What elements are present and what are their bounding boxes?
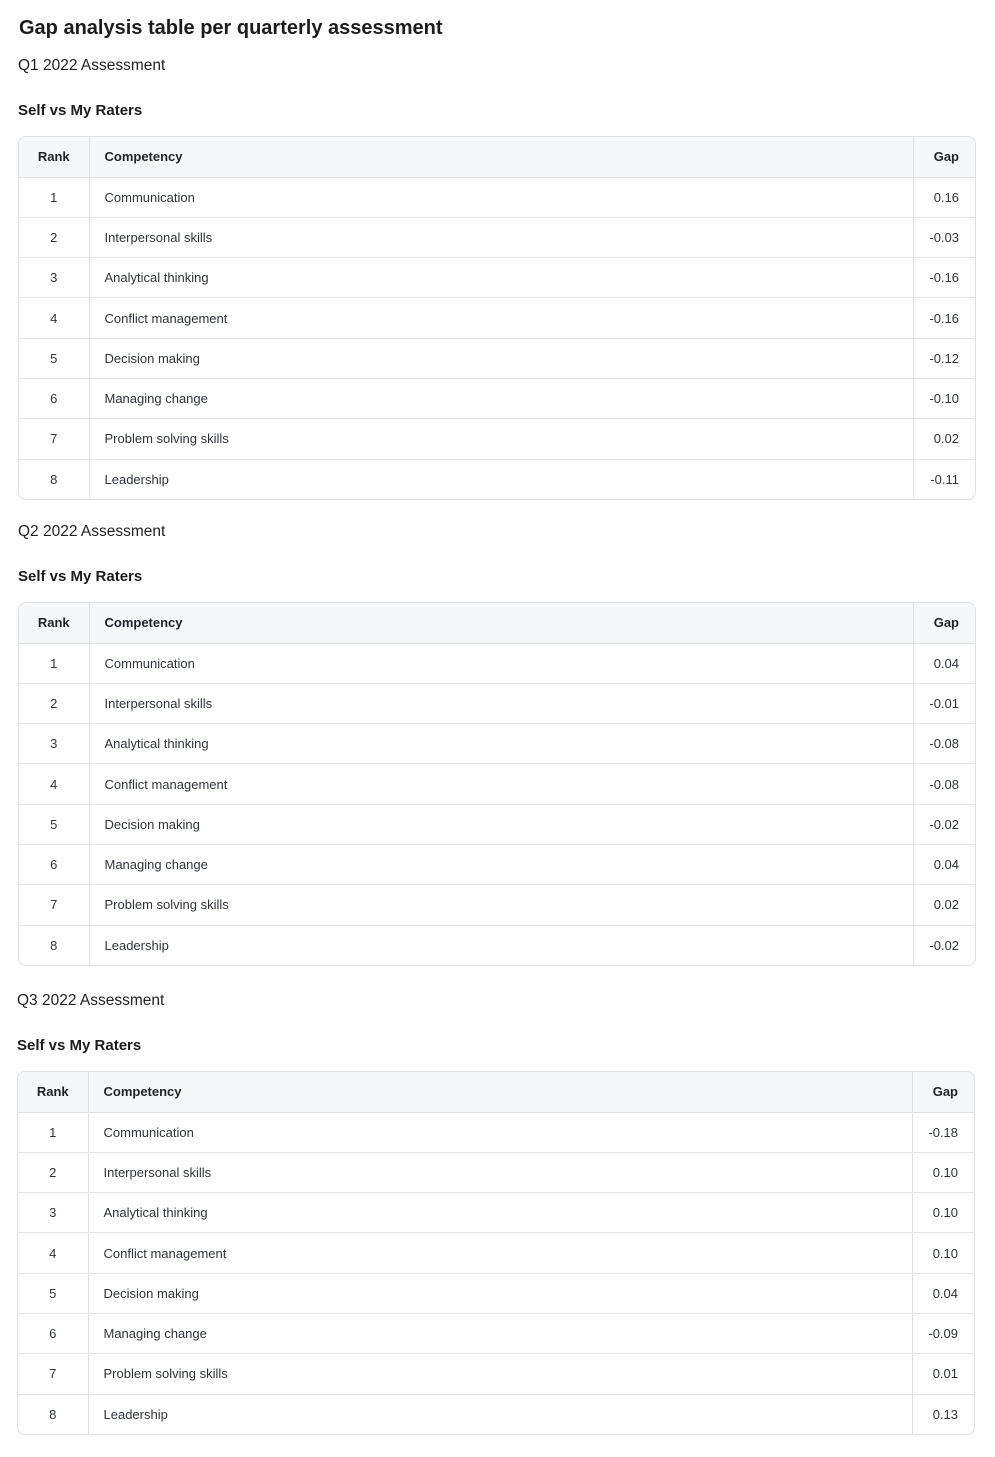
rank-cell: 6 [19, 844, 89, 884]
competency-cell: Leadership [104, 471, 169, 487]
competency-cell: Conflict management [89, 764, 913, 804]
gap-value-cell: -0.08 [913, 724, 975, 764]
gap-table [19, 137, 975, 499]
gap-value-cell: -0.11 [913, 459, 975, 499]
table-header-row [19, 603, 975, 643]
gap-value-cell: 0.10 [912, 1193, 974, 1233]
gap-value-cell: -0.16 [913, 298, 975, 338]
competency-cell: Interpersonal skills [89, 217, 913, 257]
rank-cell: 7 [19, 885, 89, 925]
competency-cell: Communication [89, 177, 913, 217]
gap-table-container [17, 1071, 975, 1435]
competency-cell: Decision making [89, 338, 913, 378]
gap-column-header: Gap [912, 1072, 974, 1112]
assessment-title: Q1 2022 Assessment [18, 57, 166, 74]
competency-cell: Communication [88, 1112, 912, 1152]
assessment-title: Q2 2022 Assessment [18, 523, 166, 540]
gap-column-header: Gap [913, 137, 975, 177]
table-row [19, 643, 975, 683]
comparison-subtitle: Self vs My Raters [18, 102, 143, 119]
rank-cell: 5 [19, 804, 89, 844]
rank-column-header: Rank [19, 603, 89, 643]
competency-cell: Decision making [89, 804, 913, 844]
gap-table [18, 1072, 974, 1434]
gap-table-container [18, 602, 976, 966]
rank-cell: 1 [19, 177, 89, 217]
rank-cell: 1 [19, 643, 89, 683]
gap-value-cell: -0.16 [913, 258, 975, 298]
gap-value-cell: -0.09 [912, 1313, 974, 1353]
gap-column-header: Gap [913, 603, 975, 643]
gap-value-cell: -0.08 [913, 764, 975, 804]
rank-cell: 5 [19, 338, 89, 378]
rank-cell: 4 [18, 1233, 88, 1273]
table-row [18, 1394, 974, 1434]
table-row [19, 683, 975, 723]
table-header-row [18, 1072, 974, 1112]
competency-cell: Conflict management [88, 1233, 912, 1273]
table-row [19, 338, 975, 378]
table-row [18, 1313, 974, 1353]
rank-cell: 3 [19, 724, 89, 764]
rank-cell: 6 [18, 1313, 88, 1353]
comparison-subtitle: Self vs My Raters [18, 568, 143, 585]
table-row [19, 844, 975, 884]
rank-cell: 8 [19, 925, 89, 965]
gap-value-cell: 0.02 [913, 419, 975, 459]
rank-column-header: Rank [18, 1072, 88, 1112]
table-row [18, 1152, 974, 1192]
gap-value-cell: 0.16 [913, 177, 975, 217]
table-row [19, 764, 975, 804]
rank-cell: 3 [19, 258, 89, 298]
competency-cell: Conflict management [89, 298, 913, 338]
competency-cell: Managing change [89, 378, 913, 418]
gap-value-cell: 0.02 [913, 885, 975, 925]
competency-cell: Communication [89, 643, 913, 683]
rank-cell: 1 [18, 1112, 88, 1152]
gap-value-cell: 0.13 [912, 1394, 974, 1434]
competency-column-header: Competency [89, 603, 913, 643]
rank-cell: 4 [19, 764, 89, 804]
gap-value-cell: -0.12 [913, 338, 975, 378]
gap-value-cell: 0.04 [913, 643, 975, 683]
table-row [19, 804, 975, 844]
competency-cell: Managing change [89, 844, 913, 884]
gap-value-cell: 0.04 [913, 844, 975, 884]
table-row [19, 419, 975, 459]
gap-value-cell: -0.02 [913, 925, 975, 965]
competency-cell: Analytical thinking [89, 258, 913, 298]
gap-table-container [18, 136, 976, 500]
gap-value-cell: -0.10 [913, 378, 975, 418]
rank-cell: 2 [19, 217, 89, 257]
rank-cell: 3 [18, 1193, 88, 1233]
page-title: Gap analysis table per quarterly assessment [19, 17, 443, 39]
table-row [18, 1193, 974, 1233]
competency-cell: Problem solving skills [88, 1354, 912, 1394]
competency-cell: Leadership [104, 937, 169, 953]
rank-cell: 4 [19, 298, 89, 338]
competency-cell: Managing change [88, 1313, 912, 1353]
comparison-subtitle: Self vs My Raters [17, 1037, 142, 1054]
table-row [18, 1233, 974, 1273]
table-row [19, 217, 975, 257]
competency-cell: Decision making [88, 1273, 912, 1313]
gap-value-cell: 0.04 [912, 1273, 974, 1313]
rank-cell: 7 [18, 1354, 88, 1394]
table-row [19, 378, 975, 418]
table-row [18, 1112, 974, 1152]
competency-column-header: Competency [88, 1072, 912, 1112]
gap-value-cell: 0.01 [912, 1354, 974, 1394]
gap-value-cell: 0.10 [912, 1152, 974, 1192]
competency-cell: Problem solving skills [89, 419, 913, 459]
rank-cell: 8 [19, 459, 89, 499]
competency-cell: Analytical thinking [88, 1193, 912, 1233]
table-row [19, 177, 975, 217]
rank-cell: 2 [19, 683, 89, 723]
table-row [19, 459, 975, 499]
table-row [18, 1354, 974, 1394]
rank-cell: 8 [18, 1394, 88, 1434]
table-row [19, 885, 975, 925]
table-row [19, 258, 975, 298]
rank-cell: 7 [19, 419, 89, 459]
competency-cell: Analytical thinking [89, 724, 913, 764]
competency-cell: Leadership [103, 1406, 168, 1422]
table-row [19, 298, 975, 338]
table-row [19, 724, 975, 764]
rank-column-header: Rank [19, 137, 89, 177]
table-row [18, 1273, 974, 1313]
rank-cell: 5 [18, 1273, 88, 1313]
rank-cell: 2 [18, 1152, 88, 1192]
competency-cell: Interpersonal skills [89, 683, 913, 723]
competency-cell: Interpersonal skills [88, 1152, 912, 1192]
gap-table [19, 603, 975, 965]
table-row [19, 925, 975, 965]
gap-value-cell: -0.02 [913, 804, 975, 844]
competency-column-header: Competency [89, 137, 913, 177]
assessment-title: Q3 2022 Assessment [17, 992, 165, 1009]
rank-cell: 6 [19, 378, 89, 418]
gap-value-cell: -0.01 [913, 683, 975, 723]
competency-cell: Problem solving skills [89, 885, 913, 925]
gap-value-cell: -0.03 [913, 217, 975, 257]
table-header-row [19, 137, 975, 177]
gap-value-cell: -0.18 [912, 1112, 974, 1152]
gap-value-cell: 0.10 [912, 1233, 974, 1273]
